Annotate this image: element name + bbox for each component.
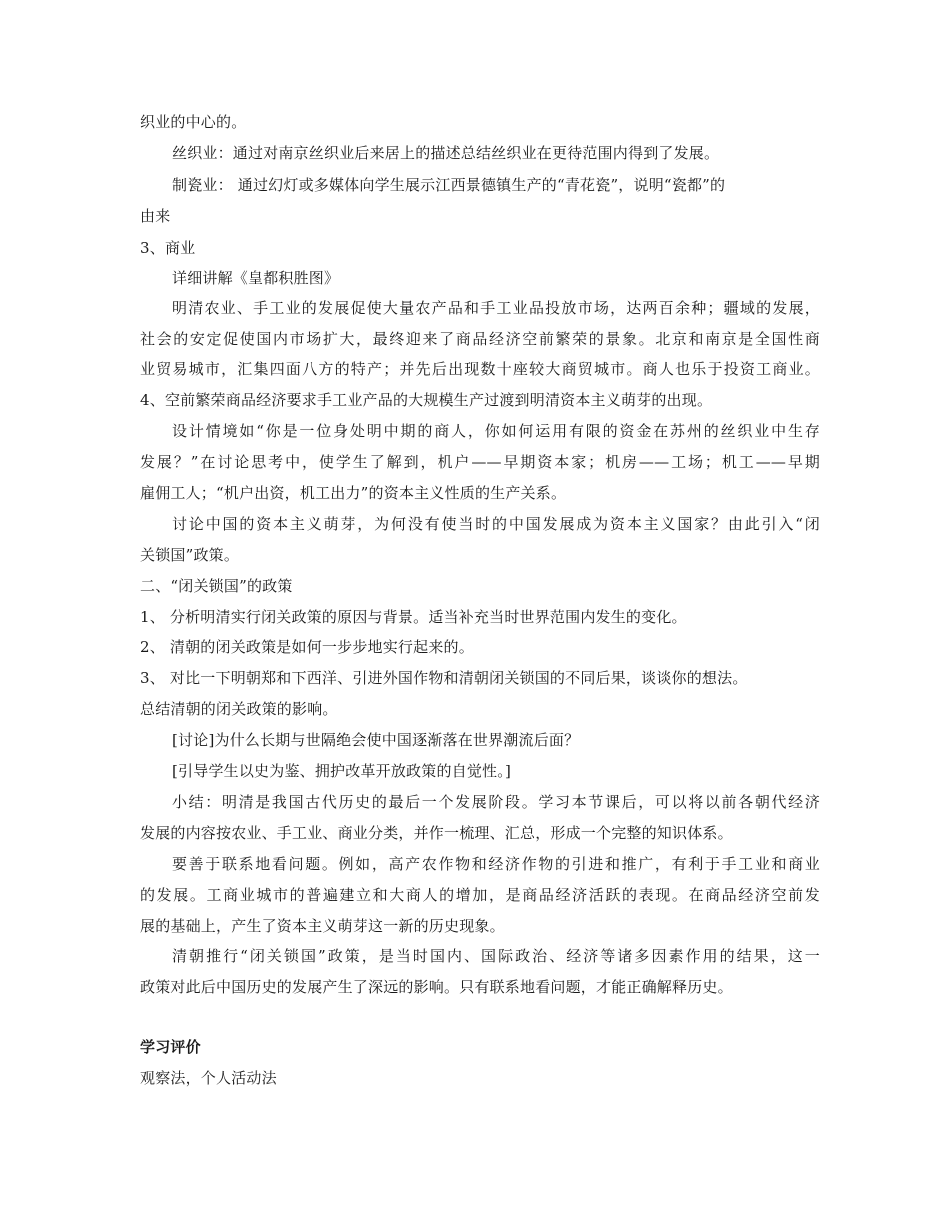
text-line: 制瓷业： 通过幻灯或多媒体向学生展示江西景德镇生产的“青花瓷”，说明“瓷都”的 xyxy=(172,176,726,194)
text-line: 要善于联系地看问题。例如，高产农作物和经济作物的引进和推广，有利于手工业和商业 xyxy=(172,855,820,873)
text-line: 设计情境如“你是一位身处明中期的商人，你如何运用有限的资金在苏州的丝织业中生存 xyxy=(172,422,820,440)
text-line: 政策对此后中国历史的发展产生了深远的影响。只有联系地看问题，才能正确解释历史。 xyxy=(140,978,733,996)
text-line: 总结清朝的闭关政策的影响。 xyxy=(140,700,338,718)
text-line: [讨论]为什么长期与世隔绝会使中国逐渐落在世界潮流后面？ xyxy=(172,731,580,749)
text-line: 发展的内容按农业、手工业、商业分类，并作一梳理、汇总，形成一个完整的知识体系。 xyxy=(140,824,733,842)
text-line: 明清农业、手工业的发展促使大量农产品和手工业品投放市场，达两百余种；疆域的发展， xyxy=(172,299,820,317)
text-line: 发展？”在讨论思考中，使学生了解到，机户——早期资本家；机房——工场；机工——早期 xyxy=(140,453,820,471)
text-line: 由来 xyxy=(140,207,171,225)
text-line: 关锁国”政策。 xyxy=(140,546,240,564)
text-line: 清朝推行“闭关锁国”政策，是当时国内、国际政治、经济等诸多因素作用的结果，这一 xyxy=(172,947,820,965)
section-heading: 二、“闭关锁国”的政策 xyxy=(140,577,293,595)
evaluation-heading: 学习评价 xyxy=(140,1038,201,1056)
text-line: 雇佣工人；“机户出资，机工出力”的资本主义性质的生产关系。 xyxy=(140,484,567,502)
text-line: 业贸易城市，汇集四面八方的特产；并先后出现数十座较大商贸城市。商人也乐于投资工商业。 xyxy=(140,360,820,378)
text-line: 小结：明清是我国古代历史的最后一个发展阶段。学习本节课后，可以将以前各朝代经济 xyxy=(172,793,820,811)
evaluation-text: 观察法，个人活动法 xyxy=(140,1069,277,1087)
list-item: 2、 清朝的闭关政策是如何一步步地实行起来的。 xyxy=(140,638,474,656)
text-line: [引导学生以史为鉴、拥护改革开放政策的自觉性。] xyxy=(172,762,512,780)
section-heading: 3、商业 xyxy=(140,239,196,257)
text-line: 丝织业：通过对南京丝织业后来居上的描述总结丝织业在更待范围内得到了发展。 xyxy=(172,144,720,162)
text-line: 详细讲解《皇都积胜图》 xyxy=(172,269,340,287)
list-item: 3、 对比一下明朝郑和下西洋、引进外国作物和清朝闭关锁国的不同后果，谈谈你的想法。 xyxy=(140,669,748,687)
text-line: 织业的中心的。 xyxy=(140,113,247,131)
section-heading: 4、空前繁荣商品经济要求手工业产品的大规模生产过渡到明清资本主义萌芽的出现。 xyxy=(140,391,713,409)
text-line: 讨论中国的资本主义萌芽，为何没有使当时的中国发展成为资本主义国家？由此引入“闭 xyxy=(172,515,820,533)
list-item: 1、 分析明清实行闭关政策的原因与背景。适当补充当时世界范围内发生的变化。 xyxy=(140,608,687,626)
text-line: 社会的安定促使国内市场扩大，最终迎来了商品经济空前繁荣的景象。北京和南京是全国性商 xyxy=(140,330,820,348)
text-line: 展的基础上，产生了资本主义萌芽这一新的历史现象。 xyxy=(140,917,505,935)
text-line: 的发展。工商业城市的普遍建立和大商人的增加，是商品经济活跃的表现。在商品经济空前发 xyxy=(140,886,820,904)
